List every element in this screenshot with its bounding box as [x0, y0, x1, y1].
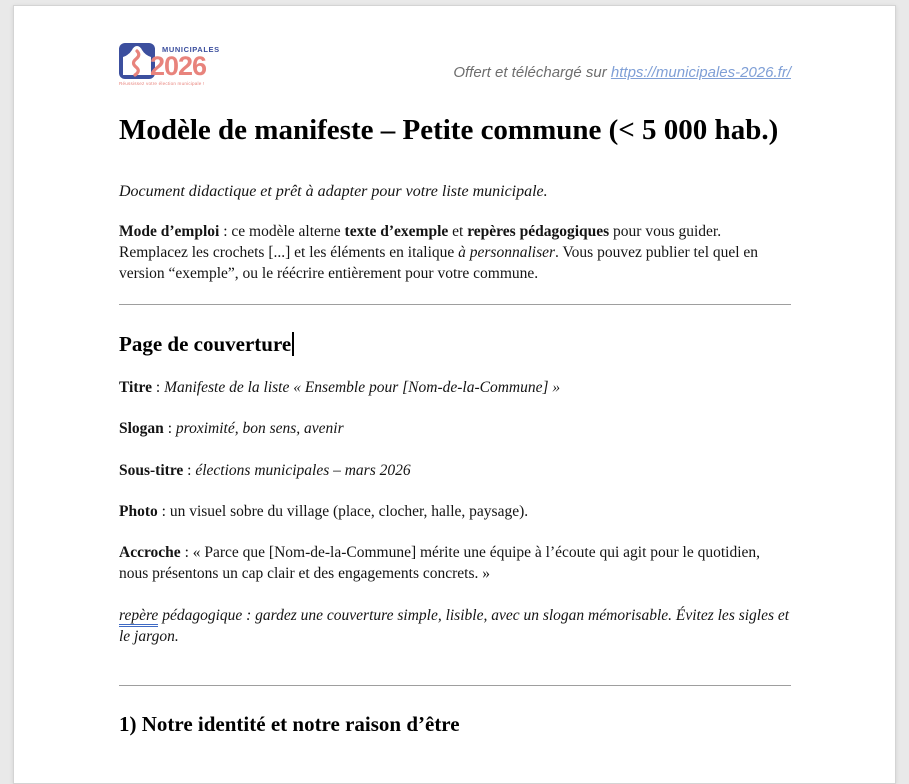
pedagogic-note: repère pédagogique : gardez une couverture simple, lisible, avec un slogan mémorisable. Évitez les sigles et le jargon.	[119, 606, 790, 645]
logo-brand-text: MUNICIPALES	[162, 45, 220, 54]
item-value: élections municipales – mars 2026	[195, 461, 411, 479]
document-header	[119, 43, 791, 87]
item-value: Manifeste de la liste « Ensemble pour [Nom-de-la-Commune] »	[164, 379, 561, 397]
cover-item-accroche: Accroche : « Parce que [Nom-de-la-Commune] mérite une équipe à l’écoute qui agit pour le quotidien, nous présentons un cap clair et des engagements concrets. »	[119, 543, 761, 582]
logo-tagline: Réussissez votre élection municipale !	[119, 81, 205, 86]
cover-item-sous-titre: Sous-titre : élections municipales – mars 2026	[119, 461, 411, 479]
section-divider	[119, 685, 791, 686]
item-label: Titre	[119, 379, 153, 397]
document-page[interactable]	[13, 5, 896, 784]
item-label: Sous-titre	[119, 461, 184, 479]
source-link[interactable]: https://municipales-2026.fr/	[610, 63, 791, 81]
usage-paragraph: Mode d’emploi : ce modèle alterne texte d’exemple et repères pédagogiques pour vous guider. Remplacez les crochets [...] et les éléments en italique à personnaliser. Vous pouvez publier tel quel en version “exemple”, ou le réécrire entièrement pour votre commune.	[119, 222, 759, 283]
source-note-text: Offert et téléchargé sur	[453, 63, 611, 81]
text-cursor	[292, 332, 294, 356]
cover-item-photo: Photo : un visuel sobre du village (place, clocher, halle, paysage).	[119, 502, 529, 520]
source-note	[453, 64, 791, 81]
document-subtitle: Document didactique et prêt à adapter pour votre liste municipale.	[119, 183, 548, 201]
cover-item-slogan: Slogan : proximité, bon sens, avenir	[119, 420, 344, 438]
municipales-2026-logo	[119, 43, 249, 87]
identity-section-heading: 1) Notre identité et notre raison d’être	[119, 712, 460, 737]
logo-year-text: 2026	[150, 51, 207, 81]
item-label: Slogan	[119, 420, 164, 438]
item-label: Accroche	[119, 543, 181, 561]
cover-section-heading: Page de couverture	[119, 331, 791, 357]
item-label: Photo	[119, 502, 158, 520]
item-value: proximité, bon sens, avenir	[175, 420, 344, 438]
item-value: « Parce que [Nom-de-la-Commune] mérite une équipe à l’écoute qui agit pour le quotidien, nous présentons un cap clair et des engagements concrets. »	[119, 543, 761, 582]
cover-item-titre: Titre : Manifeste de la liste « Ensemble pour [Nom-de-la-Commune] »	[119, 379, 561, 397]
section-divider	[119, 304, 791, 305]
usage-label: Mode d’emploi	[119, 222, 220, 240]
grammar-checked-word: repère	[119, 607, 158, 627]
document-title: Modèle de manifeste – Petite commune (< 5 000 hab.)	[119, 114, 779, 146]
item-value: un visuel sobre du village (place, clocher, halle, paysage).	[169, 502, 529, 520]
